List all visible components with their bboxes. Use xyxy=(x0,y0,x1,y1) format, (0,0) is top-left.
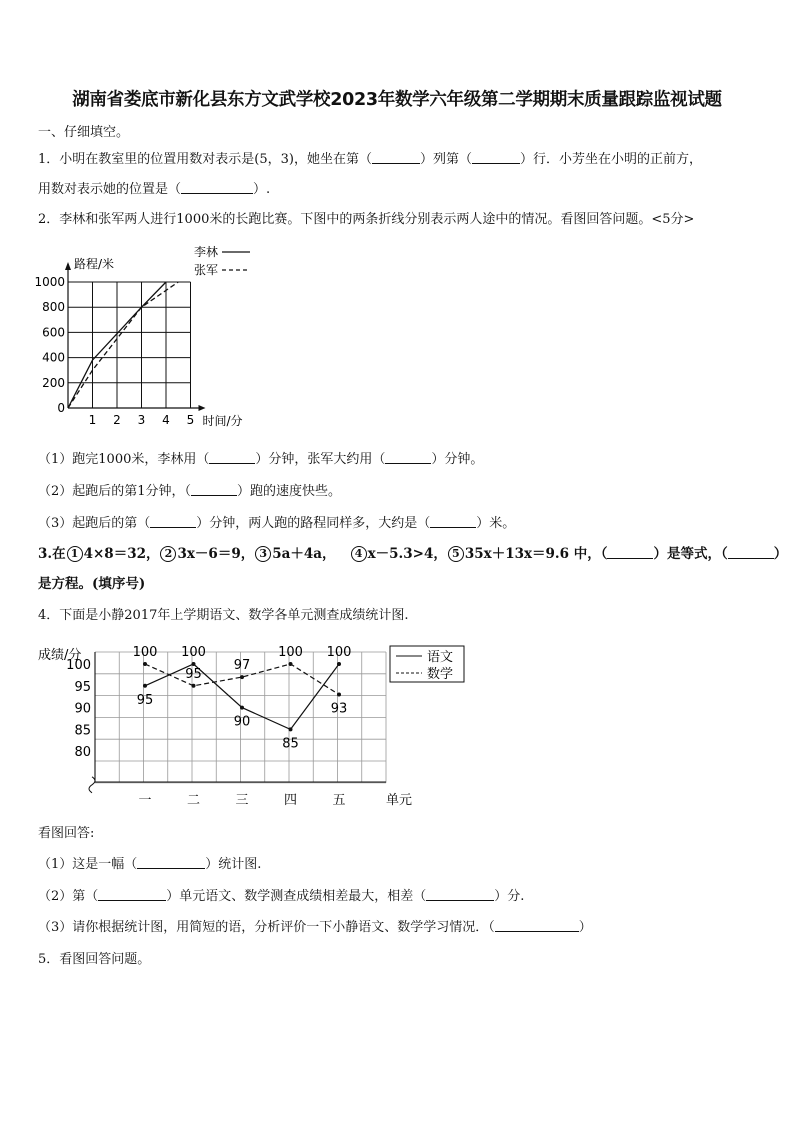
data-point xyxy=(192,684,196,688)
data-point xyxy=(143,684,147,688)
q3-blank-equations[interactable] xyxy=(607,546,653,559)
data-point xyxy=(337,693,341,697)
question-2-stem: 2．李林和张军两人进行1000米的长跑比赛。下图中的两条折线分别表示两人途中的情况。看图回答问题。<5分> xyxy=(38,212,695,227)
q3-text-c: ） xyxy=(773,546,788,562)
y-tick-label: 95 xyxy=(74,679,91,695)
data-point xyxy=(240,675,244,679)
data-point xyxy=(240,706,244,710)
legend-label: 语文 xyxy=(427,650,454,665)
paper-title: 湖南省娄底市新化县东方文武学校2023年数学六年级第二学期期末质量跟踪监视试题 xyxy=(72,90,722,110)
q2-blank-lilin-time[interactable] xyxy=(209,451,255,464)
x-axis-arrow xyxy=(199,405,206,411)
q4-part-2 xyxy=(38,885,524,904)
q2-p1-text-b: ）分钟，张军大约用（ xyxy=(255,452,386,467)
x-category-label: 二 xyxy=(186,793,201,808)
q3-expr-2: 3x－6＝9， xyxy=(177,546,255,562)
legend-label: 李林 xyxy=(194,245,219,259)
score-line-chart xyxy=(38,640,478,810)
circled-number-3: 3 xyxy=(255,546,271,562)
q3-expr-1: 4×8＝32， xyxy=(83,546,160,562)
question-4-stem: 4．下面是小静2017年上学期语文、数学各单元测查成绩统计图. xyxy=(38,608,409,623)
x-tick-label: 5 xyxy=(186,413,195,427)
q1-text-b: ）列第（ xyxy=(419,152,472,167)
data-label: 95 xyxy=(136,692,154,708)
y-axis-label: 路程/米 xyxy=(74,257,115,271)
circled-number-2: 2 xyxy=(160,546,176,562)
data-label: 90 xyxy=(233,714,251,730)
q1-blank-position[interactable] xyxy=(181,181,253,194)
y-tick-label: 800 xyxy=(42,300,65,315)
q1-blank-column[interactable] xyxy=(372,151,420,164)
q1-text-c: ）行．小芳坐在小明的正前方， xyxy=(519,152,702,167)
x-category-label: 四 xyxy=(283,793,298,808)
q3-expr-3: 5a＋4a， xyxy=(272,546,336,562)
q2-part-3 xyxy=(38,512,515,531)
y-tick-label: 0 xyxy=(57,401,65,415)
legend-label: 数学 xyxy=(427,667,454,682)
y-tick-label: 85 xyxy=(74,723,91,739)
q2-p2-text-b: ）跑的速度快些。 xyxy=(237,484,342,499)
data-point xyxy=(143,662,147,666)
x-category-label: 五 xyxy=(332,793,346,808)
q2-p1-text-a: （1）跑完1000米，李林用（ xyxy=(38,452,210,467)
q4-p2-text-c: ）分. xyxy=(494,889,525,904)
q4-part-1 xyxy=(38,853,261,872)
q1-text-d: 用数对表示她的位置是（ xyxy=(38,182,182,197)
x-axis-label: 时间/分 xyxy=(202,414,243,428)
y-tick-label: 80 xyxy=(74,745,91,761)
data-point xyxy=(289,727,293,731)
q3-expr-4: x－5.3>4， xyxy=(367,546,447,562)
circled-number-5: 5 xyxy=(448,546,464,562)
q3-expr-5: 35x＋13x＝9.6 中，（ xyxy=(464,546,608,562)
data-label: 100 xyxy=(132,645,158,660)
circled-number-4: 4 xyxy=(351,546,367,562)
question-1-line-2 xyxy=(38,178,270,197)
question-3-line-1 xyxy=(38,542,787,562)
question-3-line-2: 是方程。(填序号) xyxy=(38,576,146,592)
data-point xyxy=(289,662,293,666)
question-1-line-1 xyxy=(38,148,702,167)
data-label: 97 xyxy=(233,658,251,674)
data-label: 85 xyxy=(282,736,299,752)
q4-p1-text-a: （1）这是一幅（ xyxy=(38,857,138,872)
q2-blank-zhangjun-time[interactable] xyxy=(385,451,431,464)
q2-part-1 xyxy=(38,448,483,467)
y-tick-label: 90 xyxy=(74,701,91,717)
y-axis-label: 成绩/分 xyxy=(38,648,82,663)
legend-label: 张军 xyxy=(194,263,219,277)
q2-part-2 xyxy=(38,480,341,499)
race-distance-chart xyxy=(34,238,268,438)
q4-p2-text-a: （2）第（ xyxy=(38,889,99,904)
x-category-label: 一 xyxy=(138,793,152,808)
q2-blank-distance[interactable] xyxy=(430,515,476,528)
q2-blank-faster[interactable] xyxy=(191,483,237,496)
x-tick-label: 4 xyxy=(162,413,170,427)
q4-blank-difference[interactable] xyxy=(426,888,494,901)
q2-p3-text-b: ）分钟，两人跑的路程同样多，大约是（ xyxy=(196,516,431,531)
q4-look-label: 看图回答: xyxy=(38,826,95,841)
q2-p2-text-a: （2）起跑后的第1分钟，（ xyxy=(38,484,192,499)
axis-break-mark xyxy=(89,777,95,793)
q3-blank-equation-type[interactable] xyxy=(728,546,774,559)
q1-text-a: 1．小明在教室里的位置用数对表示是(5，3)，她坐在第（ xyxy=(38,152,372,167)
q1-text-e: ）. xyxy=(253,182,271,197)
q4-blank-chart-type[interactable] xyxy=(137,856,205,869)
q3-text-b: ）是等式，（ xyxy=(653,546,728,562)
q4-part-3 xyxy=(38,916,592,935)
q2-p3-text-c: ）米。 xyxy=(476,516,516,531)
y-axis-arrow xyxy=(65,262,71,270)
q3-text-a: 3.在 xyxy=(38,546,66,562)
question-5-stem: 5．看图回答问题。 xyxy=(38,952,151,967)
y-tick-label: 400 xyxy=(42,350,65,365)
q2-blank-minute[interactable] xyxy=(150,515,196,528)
data-label: 93 xyxy=(330,701,348,717)
x-tick-label: 1 xyxy=(88,413,97,427)
data-point xyxy=(192,662,196,666)
q4-blank-unit[interactable] xyxy=(98,888,166,901)
y-tick-label: 100 xyxy=(66,658,91,673)
circled-number-1: 1 xyxy=(67,546,83,562)
q4-p3-text-b: ） xyxy=(578,920,592,935)
y-tick-label: 1000 xyxy=(34,275,65,289)
x-tick-label: 3 xyxy=(137,413,146,427)
series-line-zhangjun xyxy=(68,282,178,408)
q4-p2-text-b: ）单元语文、数学测查成绩相差最大，相差（ xyxy=(166,889,427,904)
q1-blank-row[interactable] xyxy=(472,151,520,164)
q4-p3-text-a: （3）请你根据统计图，用简短的语，分析评价一下小静语文、数学学习情况．（ xyxy=(38,920,495,935)
q4-blank-analysis[interactable] xyxy=(495,919,579,932)
y-tick-label: 200 xyxy=(42,375,65,390)
x-category-label: 三 xyxy=(235,793,249,808)
x-tick-label: 2 xyxy=(113,413,121,427)
data-point xyxy=(337,662,341,666)
q4-p1-text-b: ）统计图. xyxy=(205,857,262,872)
data-label: 100 xyxy=(181,645,206,660)
y-tick-label: 600 xyxy=(42,325,65,340)
x-axis-label: 单元 xyxy=(386,793,413,808)
data-label: 95 xyxy=(185,666,202,682)
q2-p3-text-a: （3）起跑后的第（ xyxy=(38,516,151,531)
section-heading: 一、仔细填空。 xyxy=(38,125,130,140)
data-label: 100 xyxy=(326,645,352,660)
q2-p1-text-c: ）分钟。 xyxy=(431,452,484,467)
data-label: 100 xyxy=(278,645,303,660)
